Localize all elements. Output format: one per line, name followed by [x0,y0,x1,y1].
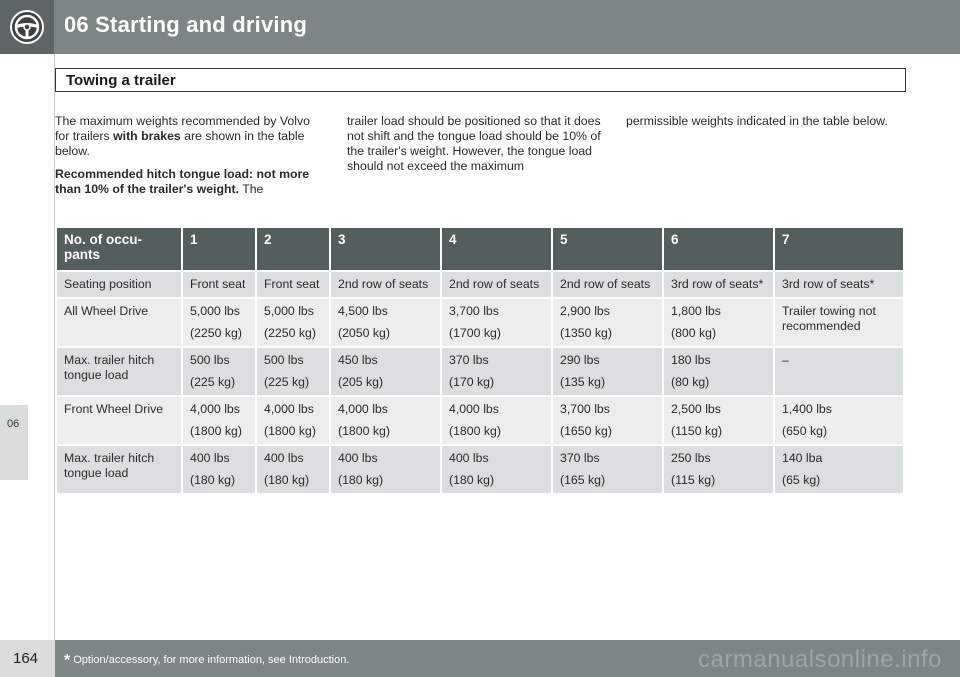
table-cell [183,446,255,493]
value-kg: (180 kg) [449,473,495,487]
table-cell [553,446,662,493]
header-cell: 7 [775,228,903,270]
table-cell [257,348,329,395]
page-footer [0,640,960,677]
table-cell [664,299,773,346]
value-kg: (65 kg) [782,473,821,487]
table-cell [331,446,440,493]
table-cell: 3rd row of seats* [775,272,903,297]
page-number: 164 [13,650,39,667]
value-kg: (1800 kg) [264,424,316,438]
page-header [0,0,960,54]
value-lbs: 4,500 lbs [338,304,388,318]
value-kg: (2250 kg) [264,326,316,340]
table-cell: 2nd row of seats [553,272,662,297]
row-label: Seating position [57,272,181,297]
table-cell [553,348,662,395]
value-kg: (135 kg) [560,375,606,389]
table-cell [257,397,329,444]
value-lbs: 4,000 lbs [449,402,499,416]
paragraph [55,114,317,159]
value-lbs: 2,900 lbs [560,304,610,318]
value-lbs: 3,700 lbs [449,304,499,318]
value-lbs: 500 lbs [264,353,304,367]
paragraph: trailer load should be positioned so that it does not shift and the tongue load should be 10% of the trailer's weight. However, the tongue load should not exceed the maximum [347,114,601,173]
value-kg: (800 kg) [671,326,717,340]
table-row-fwd-tongue [57,446,903,493]
value-lbs: 140 lba [782,451,823,465]
value-kg: (225 kg) [264,375,310,389]
table-cell [775,348,903,395]
paragraph [55,167,317,197]
value-kg: (1700 kg) [449,326,501,340]
header-occupants: No. of occu-pants [57,228,181,270]
table-cell: Front seat [183,272,255,297]
value-kg: (2250 kg) [190,326,242,340]
value-kg: (1150 kg) [671,424,723,438]
value-kg: (180 kg) [264,473,310,487]
text-column-3 [626,114,888,137]
footnote [64,652,349,670]
table-cell [553,299,662,346]
table-cell [331,299,440,346]
table-cell: 3rd row of seats* [664,272,773,297]
table-cell [775,397,903,444]
value-lbs: 180 lbs [671,353,711,367]
table-cell [553,397,662,444]
value-kg: (1800 kg) [338,424,390,438]
sidebar-tab-label: 06 [7,418,20,430]
header-cell: 4 [442,228,551,270]
header-cell: 3 [331,228,440,270]
table-cell [664,446,773,493]
value-lbs: 1,400 lbs [782,402,832,416]
header-cell: 2 [257,228,329,270]
table-cell [442,446,551,493]
value-lbs: 250 lbs [671,451,711,465]
table-header-row [57,228,903,270]
value-lbs: 4,000 lbs [264,402,314,416]
header-cell: 5 [553,228,662,270]
footnote-star: * [64,652,71,669]
row-label: Front Wheel Drive [57,397,181,444]
sidebar-chapter-tab[interactable] [0,405,28,480]
value-kg: (1650 kg) [560,424,612,438]
watermark: carmanualsonline.info [698,646,942,673]
value-lbs: 2,500 lbs [671,402,721,416]
value-kg: (650 kg) [782,424,828,438]
table-cell: 2nd row of seats [331,272,440,297]
sidebar-strip [0,54,55,640]
value-lbs: 400 lbs [264,451,304,465]
value-lbs: 5,000 lbs [264,304,314,318]
logo-box [0,0,54,54]
header-cell: 1 [183,228,255,270]
value-kg: (170 kg) [449,375,495,389]
table-cell [183,348,255,395]
table-cell [331,397,440,444]
paragraph-text: The maximum weights recommended by Volvo for trailers [55,114,310,143]
value-kg: (115 kg) [671,473,716,487]
table-cell [331,348,440,395]
table-cell [664,397,773,444]
value-lbs: 400 lbs [338,451,378,465]
towing-weights-table [55,226,905,495]
table-cell [442,348,551,395]
table-cell [664,348,773,395]
value-note: Trailer towing not recommended [782,304,876,333]
table-cell [257,446,329,493]
table-row-awd [57,299,903,346]
value-kg: (1350 kg) [560,326,612,340]
footnote-text: Option/accessory, for more information, see Introduction. [73,654,350,666]
table-row-seating [57,272,903,297]
paragraph-text: are shown in the table below. [55,129,305,158]
value-kg: (1800 kg) [190,424,242,438]
section-title-box [55,68,906,92]
value-lbs: 4,000 lbs [190,402,240,416]
paragraph-emphasis: Recommended hitch tongue load: not more than 10% of the trailer's weight. [55,167,310,196]
table-cell [775,446,903,493]
value-lbs: 290 lbs [560,353,600,367]
value-lbs: 450 lbs [338,353,378,367]
table-row-awd-tongue [57,348,903,395]
value-kg: (205 kg) [338,375,384,389]
table-cell [183,397,255,444]
value-kg: (80 kg) [671,375,710,389]
value-lbs: 3,700 lbs [560,402,610,416]
value-kg: (225 kg) [190,375,236,389]
header-cell: 6 [664,228,773,270]
paragraph-emphasis: with brakes [113,129,181,143]
value-kg: (180 kg) [338,473,384,487]
page-number-box [0,640,55,677]
section-title: Towing a trailer [66,72,176,89]
value-kg: (165 kg) [560,473,606,487]
value-kg: (2050 kg) [338,326,390,340]
value-lbs: 400 lbs [190,451,230,465]
row-label: All Wheel Drive [57,299,181,346]
value-lbs: 370 lbs [449,353,489,367]
paragraph-text: The [239,182,264,196]
paragraph: permissible weights indicated in the table below. [626,114,888,128]
value-dash: – [782,353,789,367]
value-lbs: 1,800 lbs [671,304,721,318]
table-cell [442,397,551,444]
value-lbs: 5,000 lbs [190,304,240,318]
table-cell [257,299,329,346]
value-lbs: 370 lbs [560,451,600,465]
value-kg: (180 kg) [190,473,236,487]
text-column-1 [55,114,317,205]
chapter-title: 06 Starting and driving [64,12,307,37]
row-label: Max. trailer hitch tongue load [57,348,181,395]
table-row-fwd [57,397,903,444]
value-kg: (1800 kg) [449,424,501,438]
table-cell: Front seat [257,272,329,297]
table-cell [775,299,903,346]
table-cell [442,299,551,346]
text-column-2 [347,114,609,182]
row-label: Max. trailer hitch tongue load [57,446,181,493]
value-lbs: 400 lbs [449,451,489,465]
table-cell [183,299,255,346]
table-cell: 2nd row of seats [442,272,551,297]
steering-wheel-icon [7,7,47,47]
value-lbs: 4,000 lbs [338,402,388,416]
value-lbs: 500 lbs [190,353,230,367]
